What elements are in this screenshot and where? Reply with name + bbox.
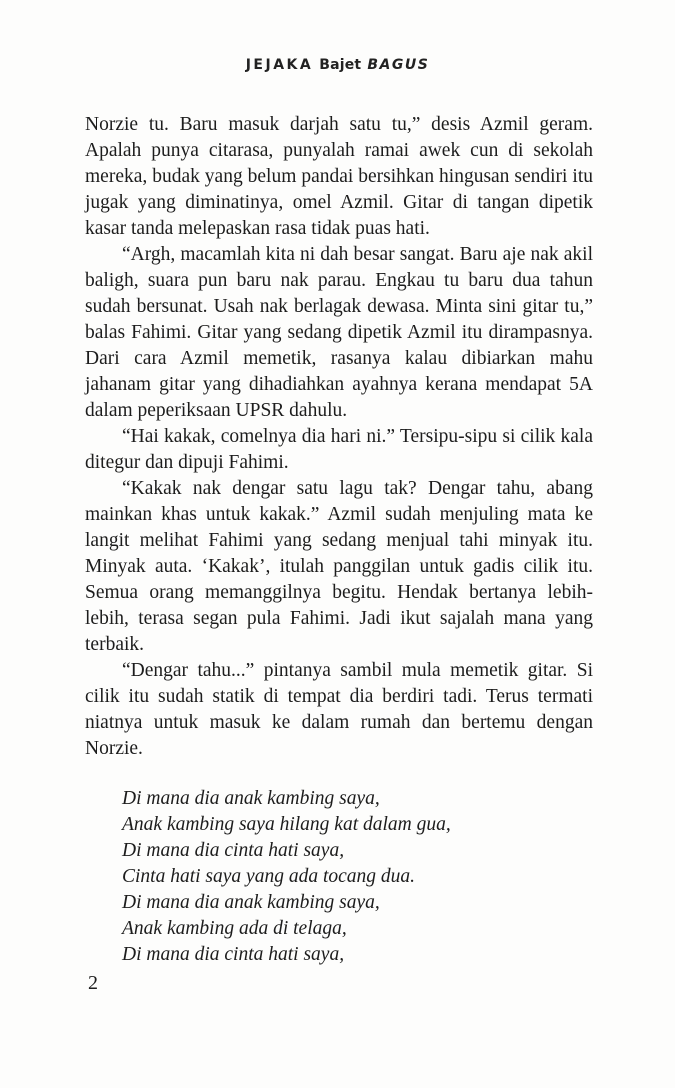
lyric-line: Anak kambing ada di telaga, [122, 918, 347, 939]
paragraph-3: “Hai kakak, comelnya dia hari ni.” Tersipu-sipu si cilik kala ditegur dan dipuji Fahimi. [85, 426, 593, 473]
lyric-line: Di mana dia cinta hati saya, [122, 840, 345, 861]
paragraph-2: “Argh, macamlah kita ni dah besar sangat. Baru aje nak akil baligh, suara pun baru nak parau. Engkau tu baru dua tahun sudah bersunat. Usah nak berlagak dewasa. Minta sini gitar tu,” balas Fahimi. Gitar yang sedang dipetik Azmil itu dirampasnya. Dari cara Azmil memetik, rasanya kalau dibiarkan mahu jahanam gitar yang dihadiahkan ayahnya kerana mendapat 5A dalam peperiksaan UPSR dahulu. [85, 244, 593, 421]
paragraph-4: “Kakak nak dengar satu lagu tak? Dengar tahu, abang mainkan khas untuk kakak.” Azmil sudah menjuling mata ke langit melihat Fahimi yang sedang menjual tahi minyak itu. Minyak auta. ‘Kakak’, itulah panggilan untuk gadis cilik itu. Semua orang memanggilnya begitu. Hendak bertanya lebih-lebih, terasa segan pula Fahimi. Jadi ikut sajalah mana yang terbaik. [85, 478, 593, 655]
lyric-line: Anak kambing saya hilang kat dalam gua, [122, 814, 451, 835]
paragraph-5: “Dengar tahu...” pintanya sambil mula memetik gitar. Si cilik itu sudah statik di tempat dia berdiri tadi. Terus termati niatnya untuk masuk ke dalam rumah dan bertemu dengan Norzie. [85, 660, 593, 759]
running-head [0, 57, 675, 73]
book-title-part-bajet: Bajet [319, 57, 362, 73]
lyric-line: Di mana dia cinta hati saya, [122, 944, 345, 965]
lyric-line: Di mana dia anak kambing saya, [122, 892, 380, 913]
page-number: 2 [88, 972, 98, 994]
paragraph-1: Norzie tu. Baru masuk darjah satu tu,” desis Azmil geram. Apalah punya citarasa, punyalah ramai awek cun di sekolah mereka, budak yang belum pandai bersihkan hingusan sendiri itu jugak yang diminatinya, omel Azmil. Gitar di tangan dipetik kasar tanda melepaskan rasa tidak puas hati. [85, 114, 593, 239]
lyric-line: Di mana dia anak kambing saya, [122, 788, 380, 809]
book-title-part-bagus: BAGUS [367, 57, 430, 73]
book-title-part-jejaka: JEJAKA [245, 57, 314, 73]
lyric-line: Cinta hati saya yang ada tocang dua. [122, 866, 416, 887]
page-body [85, 112, 593, 968]
song-lyrics [122, 786, 593, 968]
